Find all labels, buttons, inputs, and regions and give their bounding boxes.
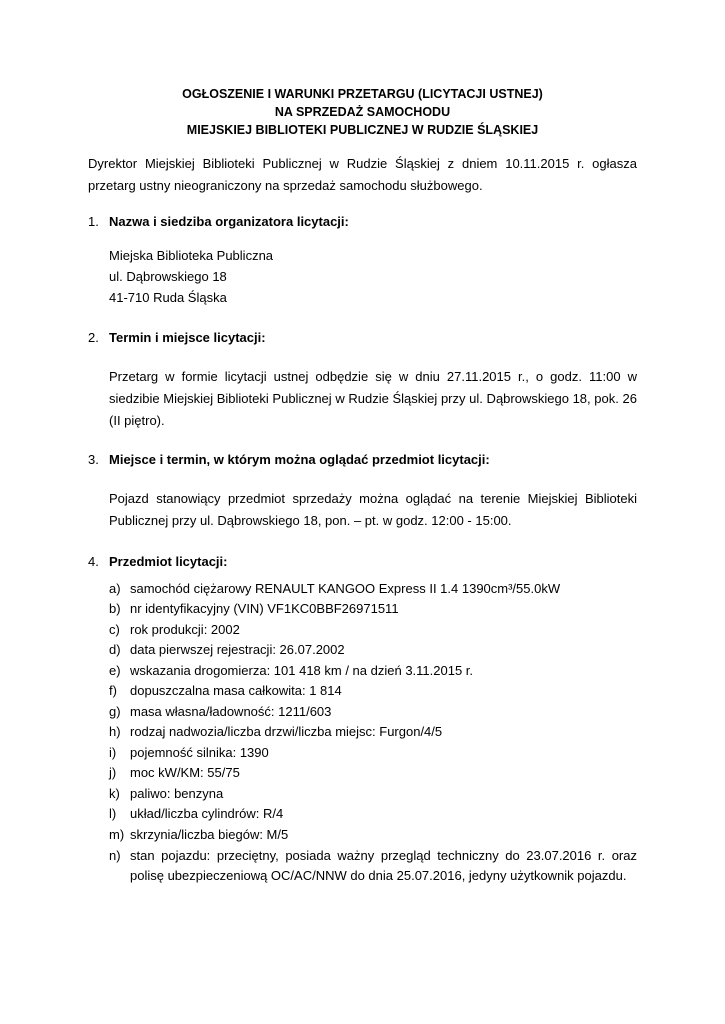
- list-item-text: dopuszczalna masa całkowita: 1 814: [130, 683, 342, 699]
- section-heading: [88, 328, 637, 348]
- section-subject: [88, 552, 637, 886]
- list-marker: f): [109, 683, 117, 699]
- section-title: Przedmiot licytacji:: [109, 554, 228, 570]
- section-text: Pojazd stanowiący przedmiot sprzedaży można oglądać na terenie Miejskiej Biblioteki Publicznej przy ul. Dąbrowskiego 18, pon. – pt. w godz. 12:00 - 15:00.: [109, 491, 637, 529]
- section-title: Miejsce i termin, w którym można oglądać przedmiot licytacji:: [109, 452, 490, 468]
- vehicle-details-list: [109, 579, 637, 887]
- list-marker: j): [109, 765, 117, 781]
- list-item: [109, 640, 637, 661]
- list-item: [109, 743, 637, 764]
- section-heading: [88, 450, 637, 470]
- list-marker: k): [109, 785, 120, 801]
- section-organizer: [88, 212, 637, 307]
- list-marker: b): [109, 601, 121, 617]
- list-item: [109, 784, 637, 805]
- list-marker: m): [109, 826, 125, 842]
- list-item-text: nr identyfikacyjny (VIN) VF1KC0BBF26971511: [130, 601, 399, 617]
- address-line: ul. Dąbrowskiego 18: [109, 268, 227, 284]
- list-marker: a): [109, 580, 121, 596]
- list-item: [109, 722, 637, 743]
- list-item-text: rok produkcji: 2002: [130, 621, 240, 637]
- list-item: [109, 661, 637, 682]
- list-marker: g): [109, 703, 121, 719]
- list-item: [109, 599, 637, 620]
- list-marker: n): [109, 847, 121, 863]
- section-number: 1.: [88, 214, 99, 230]
- section-number: 3.: [88, 452, 99, 468]
- section-heading: [88, 212, 637, 232]
- list-item: [109, 620, 637, 641]
- list-item-text: rodzaj nadwozia/liczba drzwi/liczba miejsc: Furgon/4/5: [130, 724, 443, 740]
- list-item: [109, 846, 637, 887]
- address-line: Miejska Biblioteka Publiczna: [109, 247, 274, 263]
- list-marker: e): [109, 662, 121, 678]
- list-marker: h): [109, 724, 121, 740]
- section-date-place: [88, 328, 637, 432]
- list-item: [109, 825, 637, 846]
- section-content: [109, 366, 637, 432]
- section-number: 4.: [88, 554, 99, 570]
- section-title: Termin i miejsce licytacji:: [109, 329, 266, 345]
- list-item: [109, 763, 637, 784]
- section-heading: [88, 552, 637, 572]
- list-item: [109, 681, 637, 702]
- list-item-text: wskazania drogomierza: 101 418 km / na dzień 3.11.2015 r.: [130, 662, 474, 678]
- section-text: Przetarg w formie licytacji ustnej odbędzie się w dniu 27.11.2015 r., o godz. 11:00 w siedzibie Miejskiej Biblioteki Publicznej w Rudzie Śląskiej przy ul. Dąbrowskiego 18, pok. 26 (II piętro).: [109, 368, 637, 429]
- address-line: 41-710 Ruda Śląska: [109, 289, 227, 305]
- list-item-text: samochód ciężarowy RENAULT KANGOO Express II 1.4 1390cm³/55.0kW: [130, 580, 561, 596]
- section-title: Nazwa i siedziba organizatora licytacji:: [109, 214, 349, 230]
- list-item: [109, 579, 637, 600]
- organizer-address: [109, 245, 637, 308]
- intro-paragraph: Dyrektor Miejskiej Biblioteki Publicznej w Rudzie Śląskiej z dniem 10.11.2015 r. ogłasza przetarg ustny nieograniczony na sprzedaż samochodu służbowego.: [88, 156, 637, 194]
- title-line-3: MIEJSKIEJ BIBLIOTEKI PUBLICZNEJ W RUDZIE ŚLĄSKIEJ: [186, 122, 539, 137]
- section-content: [109, 488, 637, 532]
- title-line-2: NA SPRZEDAŻ SAMOCHODU: [274, 104, 451, 119]
- list-item-text: skrzynia/liczba biegów: M/5: [130, 826, 289, 842]
- list-item-text: moc kW/KM: 55/75: [130, 765, 240, 781]
- title-line-1: OGŁOSZENIE I WARUNKI PRZETARGU (LICYTACJI USTNEJ): [182, 87, 543, 101]
- list-marker: l): [109, 806, 117, 822]
- list-item-text: paliwo: benzyna: [130, 785, 224, 801]
- list-item-text: pojemność silnika: 1390: [130, 744, 269, 760]
- list-item-text: data pierwszej rejestracji: 26.07.2002: [130, 642, 345, 658]
- list-marker: c): [109, 621, 120, 637]
- list-item: [109, 702, 637, 723]
- section-viewing: [88, 450, 637, 532]
- section-number: 2.: [88, 329, 99, 345]
- list-marker: d): [109, 642, 121, 658]
- list-item-text: układ/liczba cylindrów: R/4: [130, 806, 284, 822]
- list-item-text: stan pojazdu: przeciętny, posiada ważny przegląd techniczny do 23.07.2016 r. oraz polisę ubezpieczeniową OC/AC/NNW do dnia 25.07.2016, jedyny użytkownik pojazdu.: [130, 847, 637, 884]
- list-item: [109, 804, 637, 825]
- document-title: [88, 86, 637, 139]
- list-marker: i): [109, 744, 117, 760]
- list-item-text: masa własna/ładowność: 1211/603: [130, 703, 332, 719]
